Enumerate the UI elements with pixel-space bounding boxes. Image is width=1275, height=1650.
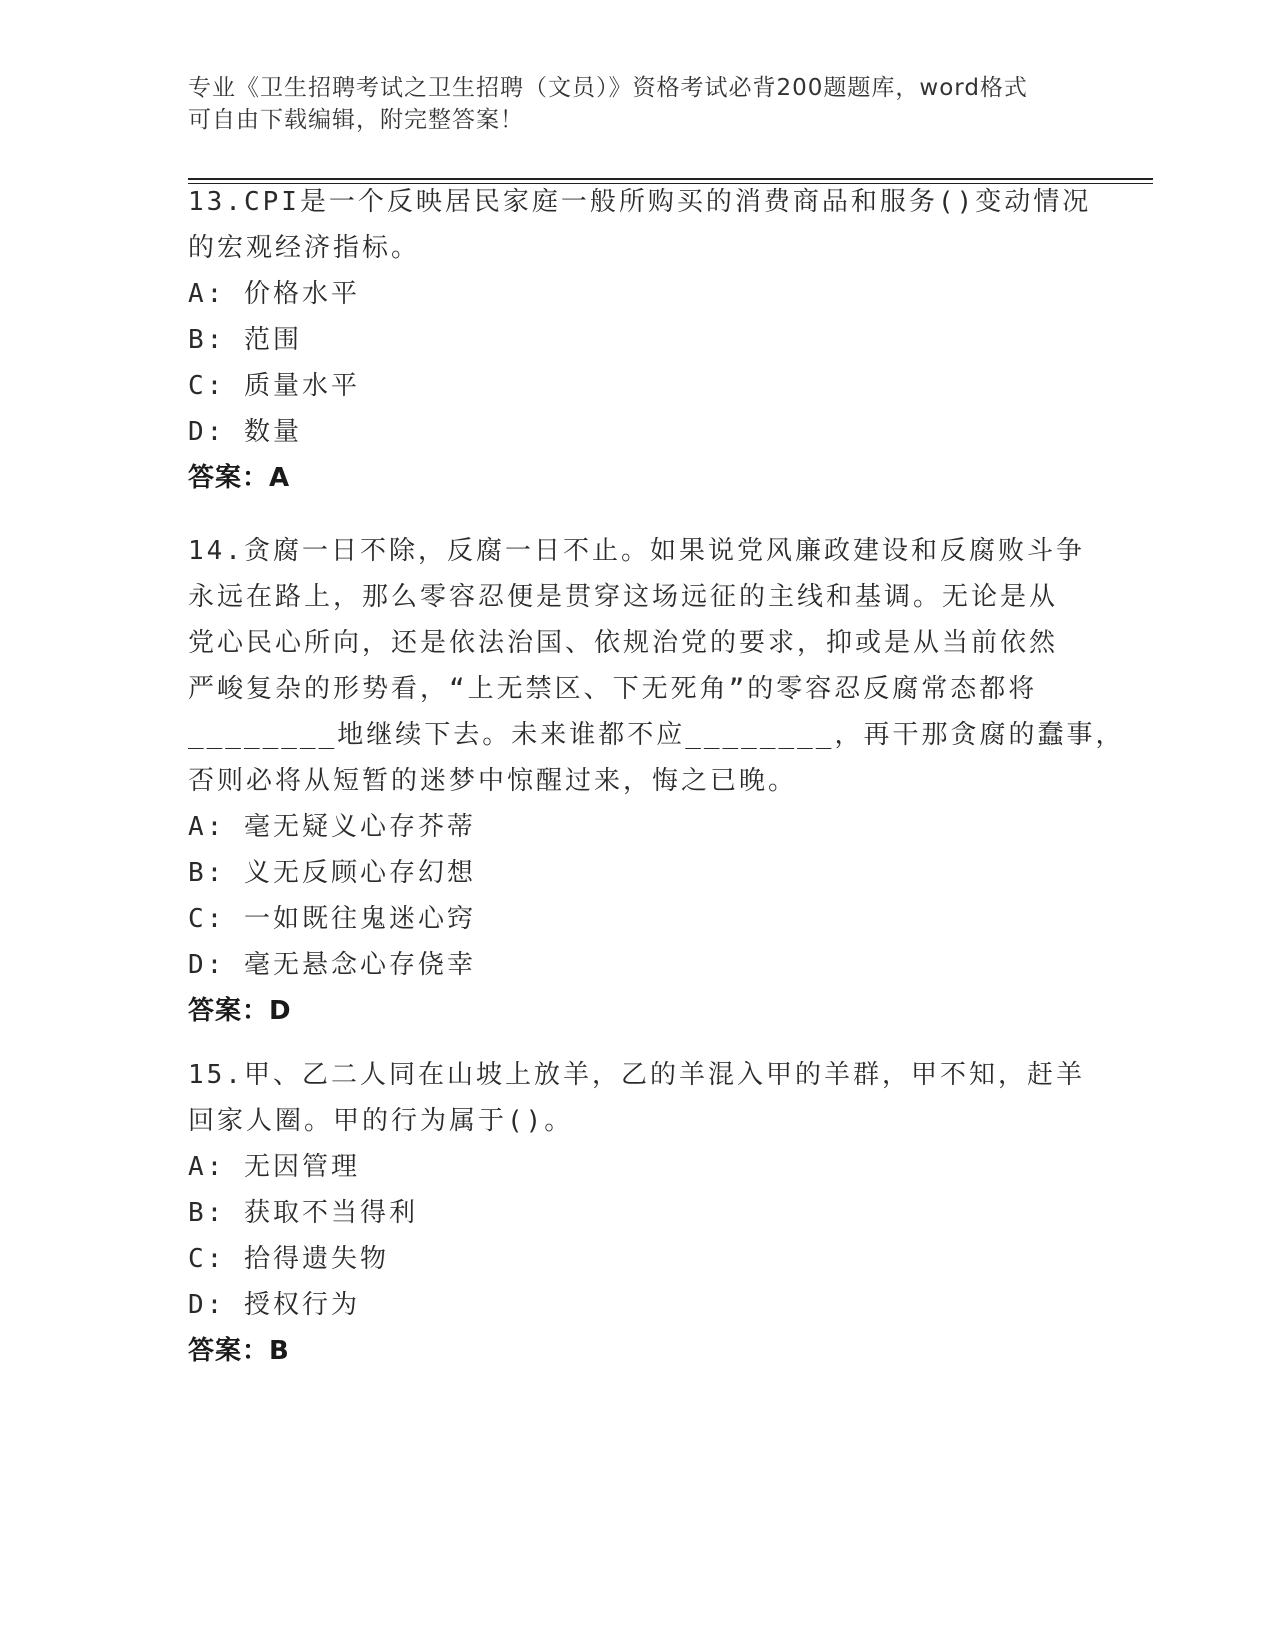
answer-label: 答案：D bbox=[188, 996, 292, 1026]
option-b: B: 获取不当得利 bbox=[188, 1198, 418, 1228]
option-d: D: 数量 bbox=[188, 417, 302, 447]
option-d: D: 毫无悬念心存侥幸 bbox=[188, 950, 476, 980]
option-b: B: 范围 bbox=[188, 325, 302, 355]
option-b: B: 义无反顾心存幻想 bbox=[188, 858, 476, 888]
question-13 bbox=[188, 179, 1092, 501]
question-14 bbox=[188, 528, 1125, 1034]
question-stem-line: 13.CPI是一个反映居民家庭一般所购买的消费商品和服务()变动情况 bbox=[188, 187, 1092, 217]
option-c: C: 一如既往鬼迷心窍 bbox=[188, 904, 476, 934]
option-a: A: 价格水平 bbox=[188, 279, 360, 309]
question-stem-line: 回家人圈。甲的行为属于()。 bbox=[188, 1106, 574, 1136]
option-c: C: 拾得遗失物 bbox=[188, 1244, 389, 1274]
question-stem-line: 永远在路上，那么零容忍便是贯穿这场远征的主线和基调。无论是从 bbox=[188, 582, 1059, 612]
question-stem-line: ________地继续下去。未来谁都不应________，再干那贪腐的蠢事， bbox=[188, 720, 1125, 750]
option-c: C: 质量水平 bbox=[188, 371, 360, 401]
question-stem-line: 党心民心所向，还是依法治国、依规治党的要求，抑或是从当前依然 bbox=[188, 628, 1059, 658]
question-stem-line: 15.甲、乙二人同在山坡上放羊，乙的羊混入甲的羊群，甲不知，赶羊 bbox=[188, 1060, 1085, 1090]
question-stem-line: 14.贪腐一日不除，反腐一日不止。如果说党风廉政建设和反腐败斗争 bbox=[188, 536, 1085, 566]
question-15 bbox=[188, 1052, 1088, 1374]
document-header bbox=[188, 72, 1068, 136]
answer-label: 答案：B bbox=[188, 1336, 290, 1366]
option-a: A: 无因管理 bbox=[188, 1152, 360, 1182]
question-stem-line: 否则必将从短暂的迷梦中惊醒过来，悔之已晚。 bbox=[188, 766, 798, 796]
option-a: A: 毫无疑义心存芥蒂 bbox=[188, 812, 476, 842]
header-line-2: 可自由下载编辑，附完整答案！ bbox=[188, 107, 524, 133]
answer-label: 答案：A bbox=[188, 463, 291, 493]
header-line-1: 专业《卫生招聘考试之卫生招聘（文员）》资格考试必背200题题库，word格式 bbox=[188, 75, 1028, 101]
question-stem-line: 的宏观经济指标。 bbox=[188, 233, 421, 263]
option-d: D: 授权行为 bbox=[188, 1290, 360, 1320]
question-stem-line: 严峻复杂的形势看，“上无禁区、下无死角”的零容忍反腐常态都将 bbox=[188, 674, 1038, 704]
